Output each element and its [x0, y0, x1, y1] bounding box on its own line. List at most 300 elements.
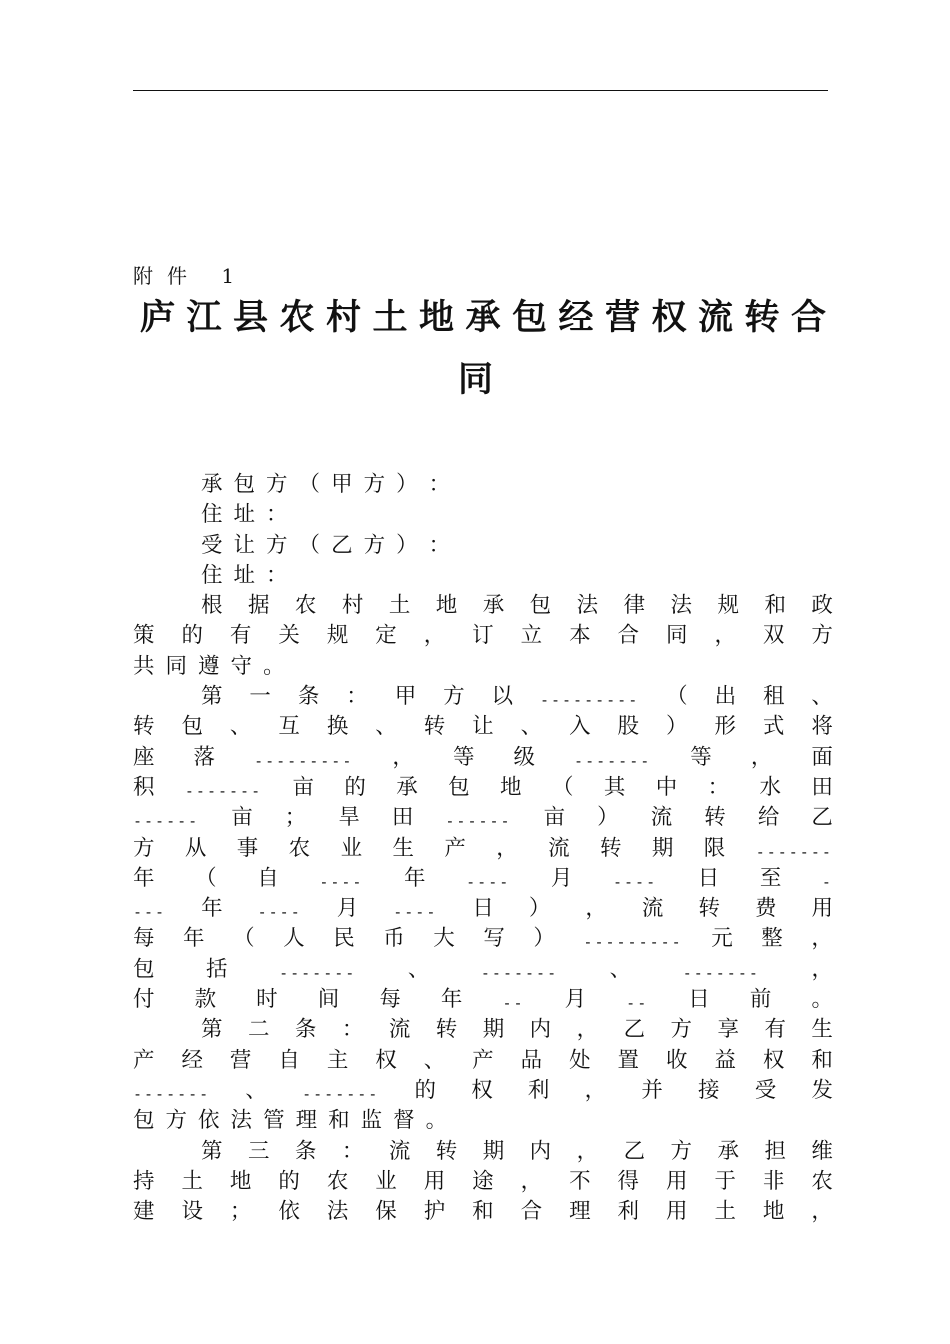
body-text: 土 [181, 1168, 203, 1194]
body-text: 从 [184, 835, 207, 861]
body-line [133, 500, 833, 530]
body-text: 包 [133, 956, 155, 982]
body-text: ， [750, 744, 773, 770]
body-text: 以 [491, 684, 514, 710]
body-text: 和 [472, 1199, 494, 1225]
body-text: 转 [435, 1017, 458, 1043]
body-line [133, 1046, 833, 1076]
body-text: 方 [670, 1138, 693, 1164]
body-line [133, 1137, 833, 1167]
body-text: ， [811, 926, 833, 952]
fill-in-blank: ------ [445, 812, 512, 831]
body-text: ； [284, 805, 307, 831]
body-text: 换 [326, 714, 349, 740]
body-text: 、 [609, 956, 632, 982]
body-text: 品 [520, 1047, 543, 1073]
body-text: 立 [520, 623, 543, 649]
body-text: 受 [754, 1077, 777, 1103]
body-text: 守 [230, 653, 253, 679]
body-text: 承 [201, 472, 223, 497]
attachment-label: 附件 1 [133, 264, 249, 288]
body-text: 田 [811, 774, 833, 800]
body-text: 关 [278, 623, 300, 649]
body-text: 日 [688, 987, 710, 1013]
body-text: 条 [294, 1017, 317, 1043]
document-title-line-1: 庐江县农村土地承包经营权流转合 [140, 297, 838, 338]
body-text: 策 [133, 623, 155, 649]
body-text: 规 [717, 593, 739, 619]
body-text: 址 [233, 562, 256, 588]
body-text: 途 [472, 1168, 494, 1194]
body-text: ， [811, 956, 833, 982]
body-text: 同 [165, 653, 188, 679]
body-text: 产 [472, 1047, 494, 1073]
body-text: 地 [762, 1199, 785, 1225]
body-text: 包 [448, 774, 470, 800]
body-line [133, 470, 833, 500]
body-text: 整 [761, 926, 783, 952]
body-text: ） [528, 896, 551, 922]
body-text: 地 [229, 1168, 252, 1194]
body-text: 方 [670, 1017, 693, 1043]
body-text: 农 [288, 835, 311, 861]
body-text: 业 [375, 1168, 397, 1194]
body-text: 自 [257, 865, 279, 891]
body-text: 面 [811, 744, 833, 770]
body-text: 根 [201, 593, 223, 619]
fill-in-blank: ---- [466, 872, 511, 891]
body-text: 流 [641, 896, 664, 922]
body-text: 的 [344, 774, 366, 800]
body-text: 方 [811, 623, 833, 649]
body-line [133, 712, 833, 742]
body-text: 有 [764, 1017, 786, 1043]
body-text: 发 [811, 1077, 833, 1103]
body-text: 等 [690, 744, 712, 770]
body-text: 监 [360, 1108, 383, 1134]
body-text: 依 [198, 1108, 220, 1134]
body-text: 转 [698, 896, 720, 922]
body-line [133, 1015, 833, 1045]
body-text: ， [714, 623, 736, 649]
body-text: 用 [811, 896, 833, 922]
body-line [133, 924, 833, 954]
body-text: 转 [600, 835, 622, 861]
body-text: 付 [133, 987, 155, 1013]
body-text: 年 [404, 865, 426, 891]
body-text: 年 [201, 896, 223, 922]
body-text: 入 [569, 714, 591, 740]
body-text: 至 [759, 865, 782, 891]
body-text: 租 [762, 684, 785, 710]
contract-body [133, 470, 833, 1227]
body-text: 式 [762, 714, 785, 740]
body-text: 有 [229, 623, 252, 649]
body-text: 互 [278, 714, 300, 740]
body-text: （ [298, 532, 321, 558]
body-text: 包 [133, 1108, 155, 1134]
body-text: 流 [388, 1138, 411, 1164]
body-text: 。 [425, 1108, 448, 1134]
body-text: 自 [278, 1047, 300, 1073]
body-text: ） [533, 926, 555, 952]
body-text: （ [551, 774, 574, 800]
body-text: 土 [714, 1199, 736, 1225]
body-text: 将 [811, 714, 833, 740]
body-text: 包 [181, 714, 203, 740]
body-text: 、 [245, 1077, 267, 1103]
body-text: 、 [423, 1047, 446, 1073]
body-text: 条 [297, 684, 320, 710]
body-text: 转 [133, 714, 155, 740]
body-text: 的 [181, 623, 203, 649]
body-text: ） [396, 472, 418, 497]
body-text: 于 [714, 1168, 736, 1194]
body-text: 落 [193, 744, 216, 770]
fill-in-blank: --------- [254, 751, 354, 770]
body-text: 亩 [231, 805, 253, 831]
fill-in-blank: ---- [612, 872, 658, 891]
body-text: 三 [247, 1138, 270, 1164]
body-text: 共 [133, 653, 155, 679]
body-text: 用 [665, 1199, 688, 1225]
body-text: 遵 [198, 653, 220, 679]
body-text: 括 [206, 956, 228, 982]
body-text: 的 [414, 1077, 437, 1103]
body-text: 期 [651, 835, 674, 861]
body-text: 形 [714, 714, 736, 740]
body-text: 事 [236, 835, 259, 861]
body-text: 设 [181, 1199, 203, 1225]
fill-in-blank: --------- [583, 933, 683, 952]
body-text: 股 [617, 714, 640, 740]
body-line [133, 1106, 833, 1136]
body-text: 内 [529, 1138, 552, 1164]
body-line [133, 561, 833, 591]
body-text: ： [341, 1017, 364, 1043]
body-text: 生 [392, 835, 414, 861]
body-text: 地 [500, 774, 522, 800]
body-text: 条 [294, 1138, 317, 1164]
body-text: ， [520, 1168, 543, 1194]
body-text: 土 [388, 593, 411, 619]
body-text: ， [496, 835, 518, 861]
body-text: 定 [375, 623, 397, 649]
body-text: 积 [133, 774, 155, 800]
body-text: 用 [423, 1168, 446, 1194]
body-text: ： [266, 502, 288, 528]
body-text: 民 [333, 926, 355, 952]
body-text: ， [576, 1138, 599, 1164]
body-text: ： [266, 562, 288, 588]
document-title-line-2: 同 [458, 359, 494, 400]
body-text: 转 [704, 805, 726, 831]
body-text: 持 [133, 1168, 155, 1194]
body-text: 得 [617, 1168, 640, 1194]
body-text: 益 [714, 1047, 736, 1073]
body-text: 利 [617, 1199, 640, 1225]
body-text: 法 [670, 593, 693, 619]
fill-in-blank: --------- [539, 691, 640, 710]
body-text: ） [396, 532, 418, 558]
body-text: 法 [230, 1108, 253, 1134]
body-line [133, 864, 833, 894]
body-text: 流 [650, 805, 673, 831]
body-text: （ [233, 926, 255, 952]
body-text: 和 [764, 593, 786, 619]
body-line [133, 591, 833, 621]
fill-in-blank: ------ [133, 812, 200, 831]
body-line [133, 621, 833, 651]
body-text: ， [423, 623, 446, 649]
body-text: 中 [655, 774, 678, 800]
fill-in-blank: ------- [574, 751, 652, 770]
body-text: 、 [229, 714, 252, 740]
body-text: 月 [336, 896, 359, 922]
body-text: 的 [278, 1168, 300, 1194]
fill-in-blank: ------- [133, 1084, 211, 1103]
body-line [133, 682, 833, 712]
body-text: 农 [326, 1168, 349, 1194]
fill-in-blank: -- [626, 994, 649, 1013]
body-text: 亩 [292, 774, 314, 800]
body-text: 、 [375, 714, 397, 740]
body-text: 方 [266, 532, 288, 558]
body-text: 方 [266, 472, 288, 497]
body-text: 受 [201, 532, 223, 558]
body-text: 承 [396, 774, 418, 800]
body-text: 和 [811, 1047, 833, 1073]
fill-in-blank: ------- [279, 963, 357, 982]
body-text: 人 [283, 926, 305, 952]
body-text: 给 [757, 805, 780, 831]
body-text: ） [665, 714, 688, 740]
body-text: 、 [811, 684, 833, 710]
body-text: 年 [440, 987, 463, 1013]
body-line [133, 834, 833, 864]
body-line [133, 803, 833, 833]
body-line [133, 1076, 833, 1106]
body-text: 权 [471, 1077, 493, 1103]
body-text: 乙 [623, 1138, 646, 1164]
body-text: 督 [393, 1108, 415, 1134]
body-text: 订 [472, 623, 494, 649]
body-line [133, 652, 833, 682]
body-text: 间 [317, 987, 340, 1013]
body-text: 等 [452, 744, 475, 770]
body-text: 日 [697, 865, 720, 891]
body-text: 营 [229, 1047, 252, 1073]
body-text: 用 [665, 1168, 688, 1194]
body-text: 内 [529, 1017, 552, 1043]
body-text: 。 [263, 653, 285, 679]
body-text: 二 [247, 1017, 270, 1043]
body-text: ， [585, 896, 607, 922]
body-text: 享 [717, 1017, 739, 1043]
body-text: 包 [233, 472, 256, 497]
body-text: （ [666, 684, 688, 710]
body-text: 甲 [394, 684, 417, 710]
body-text: 管 [263, 1108, 285, 1134]
body-text: 级 [513, 744, 536, 770]
body-text: 方 [443, 684, 465, 710]
body-text: 包 [529, 593, 552, 619]
fill-in-blank: - [821, 872, 833, 891]
fill-in-blank: -- [502, 994, 525, 1013]
body-text: 经 [181, 1047, 203, 1073]
body-text: 、 [520, 714, 543, 740]
body-text: 政 [811, 593, 833, 619]
header-rule [133, 90, 828, 91]
body-text: 和 [328, 1108, 350, 1134]
fill-in-blank: ------- [755, 842, 833, 861]
fill-in-blank: ------- [682, 963, 760, 982]
body-text: 乙 [623, 1017, 646, 1043]
fill-in-blank: ------- [184, 781, 263, 800]
body-text: 前 [749, 987, 772, 1013]
body-text: 亩 [543, 805, 566, 831]
body-text: 。 [811, 987, 833, 1013]
body-text: 承 [482, 593, 505, 619]
body-text: 处 [569, 1047, 591, 1073]
body-line [133, 743, 833, 773]
body-text: 费 [754, 896, 777, 922]
body-text: 合 [520, 1199, 543, 1225]
body-text: 生 [811, 1017, 833, 1043]
body-text: 住 [201, 562, 223, 588]
body-text: 法 [576, 593, 599, 619]
body-text: ， [811, 1199, 833, 1225]
body-line [133, 773, 833, 803]
body-text: 权 [375, 1047, 397, 1073]
body-text: 限 [703, 835, 726, 861]
body-text: 元 [711, 926, 733, 952]
body-line [133, 894, 833, 924]
body-text: 期 [482, 1017, 505, 1043]
body-text: 利 [527, 1077, 550, 1103]
body-text: 写 [483, 926, 505, 952]
body-text: 期 [482, 1138, 505, 1164]
body-line [133, 1167, 833, 1197]
body-text: ， [584, 1077, 607, 1103]
body-text: 月 [564, 987, 587, 1013]
body-text: 大 [433, 926, 455, 952]
body-text: 旱 [338, 805, 360, 831]
body-text: ） [597, 805, 619, 831]
body-text: 并 [641, 1077, 663, 1103]
body-text: ： [346, 684, 368, 710]
body-text: 座 [133, 744, 155, 770]
body-text: 理 [295, 1108, 318, 1134]
body-text: 方 [363, 472, 386, 497]
body-text: 产 [444, 835, 466, 861]
body-line [133, 955, 833, 985]
fill-in-blank: ---- [257, 903, 302, 922]
body-text: 依 [278, 1199, 300, 1225]
body-text: 接 [698, 1077, 720, 1103]
body-text: 月 [550, 865, 573, 891]
body-text: 第 [201, 1138, 223, 1164]
body-text: 流 [548, 835, 570, 861]
body-text: 款 [194, 987, 217, 1013]
body-text: 其 [603, 774, 626, 800]
body-text: 农 [811, 1168, 833, 1194]
body-text: 转 [435, 1138, 458, 1164]
body-text: 同 [665, 623, 688, 649]
body-text: 护 [423, 1199, 446, 1225]
body-line [133, 1197, 833, 1227]
body-text: 非 [762, 1168, 785, 1194]
body-text: 址 [233, 502, 256, 528]
body-text: 水 [759, 774, 782, 800]
body-text: 乙 [331, 532, 353, 558]
body-text: 本 [569, 623, 591, 649]
body-text: （ [298, 472, 321, 497]
body-text: 方 [363, 532, 386, 558]
body-text: 主 [326, 1047, 349, 1073]
body-text: 甲 [331, 472, 353, 497]
body-text: 田 [391, 805, 414, 831]
body-text: 担 [764, 1138, 786, 1164]
body-text: 方 [133, 835, 155, 861]
body-text: ： [707, 774, 730, 800]
body-text: 产 [133, 1047, 155, 1073]
body-text: 权 [762, 1047, 785, 1073]
body-text: ， [392, 744, 414, 770]
body-text: ， [576, 1017, 599, 1043]
body-text: 地 [435, 593, 458, 619]
body-text: 出 [714, 684, 737, 710]
body-text: 日 [472, 896, 494, 922]
body-text: 转 [423, 714, 446, 740]
body-text: 规 [326, 623, 349, 649]
fill-in-blank: ---- [393, 903, 438, 922]
body-text: 每 [133, 926, 155, 952]
body-text: 一 [249, 684, 271, 710]
body-text: ： [428, 532, 451, 558]
body-text: 每 [379, 987, 401, 1013]
body-text: 让 [472, 714, 494, 740]
body-text: 乙 [811, 805, 833, 831]
body-line [133, 985, 833, 1015]
fill-in-blank: --- [133, 903, 167, 922]
body-text: 第 [201, 684, 223, 710]
body-text: 流 [388, 1017, 411, 1043]
body-text: 维 [811, 1138, 833, 1164]
body-text: 保 [375, 1199, 397, 1225]
body-text: 承 [717, 1138, 739, 1164]
fill-in-blank: ------- [480, 963, 559, 982]
body-text: 合 [617, 623, 640, 649]
body-text: 置 [617, 1047, 640, 1073]
body-text: 村 [341, 593, 364, 619]
body-text: 业 [340, 835, 363, 861]
body-text: 双 [762, 623, 785, 649]
body-text: 年 [133, 865, 155, 891]
body-text: 律 [623, 593, 646, 619]
fill-in-blank: ------- [302, 1084, 380, 1103]
body-text: ： [428, 472, 451, 497]
body-text: 币 [383, 926, 405, 952]
body-text: 建 [133, 1199, 155, 1225]
body-text: ； [229, 1199, 252, 1225]
body-text: 理 [569, 1199, 591, 1225]
body-text: 收 [665, 1047, 688, 1073]
body-text: 、 [407, 956, 430, 982]
body-text: 法 [326, 1199, 349, 1225]
body-text: 住 [201, 502, 223, 528]
body-text: 据 [247, 593, 270, 619]
